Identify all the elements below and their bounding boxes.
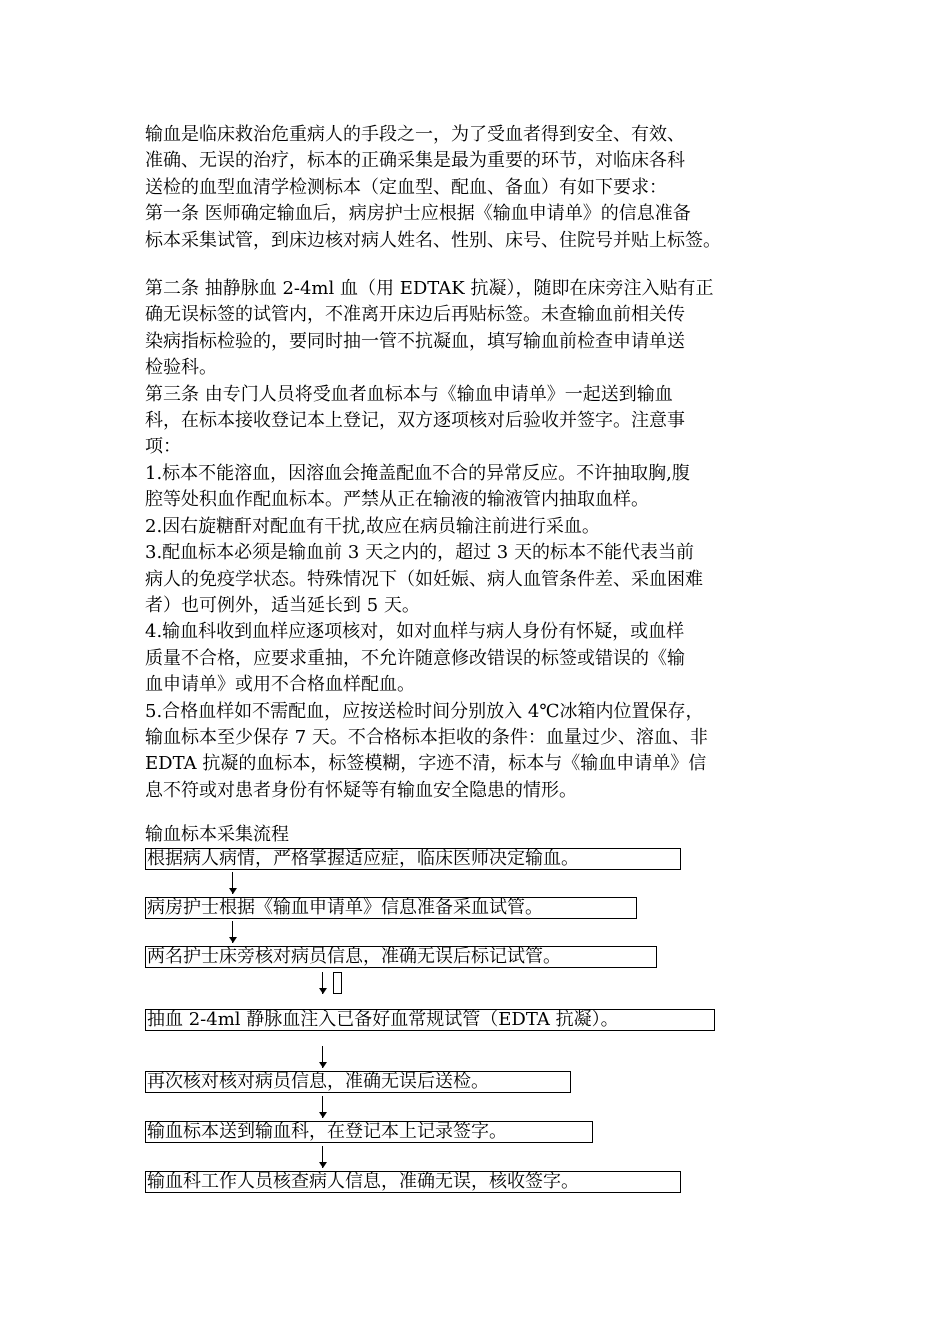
text-line: 第一条 医师确定输血后，病房护士应根据《输血申请单》的信息准备 — [145, 203, 691, 225]
text-line: 病人的免疫学状态。特殊情况下（如妊娠、病人血管条件差、采血困难 — [145, 568, 703, 590]
text-line: 第二条 抽静脉血 2-4ml 血（用 EDTAK 抗凝），随即在床旁注入贴有正 — [145, 278, 714, 300]
text-line: 质量不合格，应要求重抽，不允许随意修改错误的标签或错误的《输 — [145, 647, 685, 669]
text-line: 科，在标本接收登记本上登记，双方逐项核对后验收并签字。注意事 — [145, 410, 685, 432]
text-line: 第三条 由专门人员将受血者血标本与《输血申请单》一起送到输血 — [145, 383, 673, 405]
text-line: 2.因右旋糖酐对配血有干扰,故应在病员输注前进行采血。 — [145, 515, 600, 537]
empty-box — [333, 972, 342, 994]
text-line: 输血是临床救治危重病人的手段之一，为了受血者得到安全、有效、 — [145, 124, 685, 145]
text-line: 腔等处积血作配血标本。严禁从正在输液的输液管内抽取血样。 — [145, 489, 649, 511]
flow-step-4: 抽血 2-4ml 静脉血注入已备好血常规试管（EDTA 抗凝）。 — [145, 1009, 715, 1031]
flow-step-2: 病房护士根据《输血申请单》信息准备采血试管。 — [145, 897, 637, 919]
text-line: 输血标本至少保存 7 天。不合格标本拒收的条件：血量过少、溶血、非 — [145, 726, 708, 748]
flow-step-7: 输血科工作人员核查病人信息，准确无误，核收签字。 — [145, 1171, 681, 1193]
text-line: 3.配血标本必须是输血前 3 天之内的，超过 3 天的标本不能代表当前 — [145, 542, 694, 564]
requirements-text — [145, 122, 825, 804]
flow-step-3: 两名护士床旁核对病员信息，准确无误后标记试管。 — [145, 946, 657, 968]
text-line: 确无误标签的试管内，不准离开床边后再贴标签。未查输血前相关传 — [145, 304, 685, 326]
flowchart-title: 输血标本采集流程 — [145, 824, 289, 845]
flow-step-5: 再次核对核对病员信息，准确无误后送检。 — [145, 1071, 571, 1093]
down-arrow-icon — [228, 921, 238, 943]
flow-step-1: 根据病人病情，严格掌握适应症，临床医师决定输血。 — [145, 848, 681, 870]
text-line: 血申请单》或用不合格血样配血。 — [145, 674, 415, 696]
text-line: 1.标本不能溶血，因溶血会掩盖配血不合的异常反应。不许抽取胸,腹 — [145, 462, 690, 484]
down-arrow-icon — [318, 1096, 328, 1118]
text-line: 标本采集试管，到床边核对病人姓名、性别、床号、住院号并贴上标签。 — [145, 229, 721, 251]
text-line: 染病指标检验的，要同时抽一管不抗凝血，填写输血前检查申请单送 — [145, 330, 685, 352]
text-line: 项： — [145, 436, 181, 458]
text-line: 息不符或对患者身份有怀疑等有输血安全隐患的情形。 — [145, 779, 577, 801]
text-line: 5.合格血样如不需配血，应按送检时间分别放入 4℃冰箱内位置保存， — [145, 700, 704, 722]
text-line: 送检的血型血清学检测标本（定血型、配血、备血）有如下要求： — [145, 176, 667, 198]
text-line: 准确、无误的治疗，标本的正确采集是最为重要的环节，对临床各科 — [145, 150, 685, 172]
blank-line — [145, 254, 825, 276]
text-line: EDTA 抗凝的血标本，标签模糊，字迹不清，标本与《输血申请单》信 — [145, 753, 707, 775]
text-line: 者）也可例外，适当延长到 5 天。 — [145, 594, 420, 616]
down-arrow-icon — [318, 1046, 328, 1068]
down-arrow-icon — [318, 1146, 328, 1168]
text-line: 4.输血科收到血样应逐项核对，如对血样与病人身份有怀疑，或血样 — [145, 621, 685, 643]
text-line: 检验科。 — [145, 357, 217, 379]
down-arrow-icon — [228, 872, 238, 894]
flow-step-6: 输血标本送到输血科，在登记本上记录签字。 — [145, 1121, 593, 1143]
down-arrow-icon — [318, 972, 328, 994]
